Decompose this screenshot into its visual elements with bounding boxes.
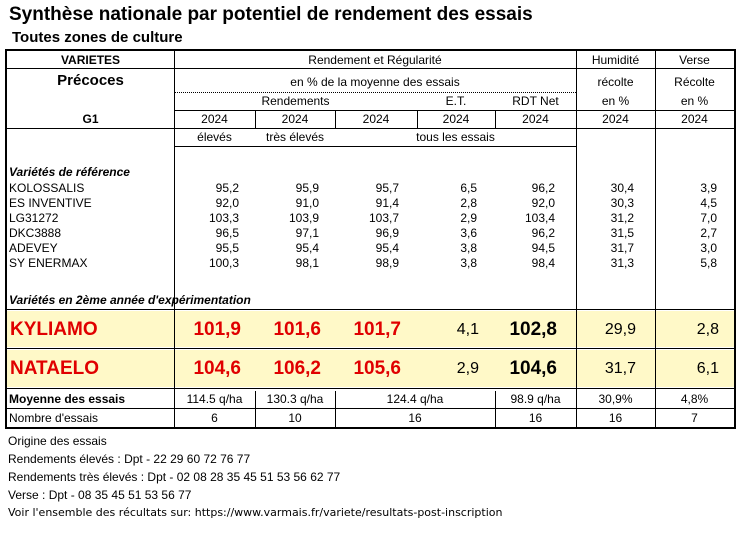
reference-row-cell: 96,2 [531, 181, 555, 195]
moyenne-verse: 4,8% [680, 392, 709, 406]
nombre-label: Nombre d'essais [9, 411, 98, 425]
header-verse: Verse [679, 53, 710, 67]
nombre-rdt-net: 16 [528, 411, 543, 425]
reference-row-cell: 2,8 [460, 196, 477, 210]
moyenne-tous: 124.4 q/ha [386, 392, 444, 406]
reference-row-cell: 92,0 [531, 196, 555, 210]
reference-row-cell: 96,5 [215, 226, 239, 240]
header-et: E.T. [445, 94, 467, 108]
highlight-row-cell: 2,8 [696, 321, 719, 338]
header-en-pct: en % [601, 94, 630, 108]
reference-row-cell: 95,7 [375, 181, 399, 195]
reference-row-cell: 103,9 [288, 211, 319, 225]
reference-row-cell: 31,5 [610, 226, 634, 240]
nombre-verse: 7 [691, 411, 698, 425]
row-divider [174, 110, 734, 111]
reference-row-name: LG31272 [9, 211, 59, 225]
reference-row-cell: 96,9 [375, 226, 399, 240]
reference-row-cell: 7,0 [700, 211, 717, 225]
highlight-row-cell: 101,7 [353, 319, 401, 340]
reference-row-cell: 6,5 [460, 181, 477, 195]
reference-row-name: ES INVENTIVE [9, 196, 92, 210]
header-g1: G1 [82, 112, 99, 126]
moyenne-label: Moyenne des essais [9, 392, 126, 406]
header-pct-moyenne: en % de la moyenne des essais [290, 75, 460, 89]
reference-row-cell: 98,1 [295, 256, 319, 270]
highlight-row-cell: 4,1 [456, 321, 479, 338]
reference-row-cell: 103,4 [524, 211, 555, 225]
reference-row-cell: 2,9 [460, 211, 477, 225]
header-humidite: Humidité [591, 53, 640, 67]
header-varietes: VARIETES [60, 53, 121, 67]
reference-row-cell: 30,3 [610, 196, 634, 210]
section-reference: Variétés de référence [9, 165, 130, 179]
reference-row-cell: 91,4 [375, 196, 399, 210]
reference-row-name: KOLOSSALIS [9, 181, 85, 195]
nombre-tres-eleves: 10 [288, 411, 302, 425]
reference-row-cell: 100,3 [208, 256, 239, 270]
moyenne-eleves: 114.5 q/ha [186, 392, 243, 406]
footer-origine: Origine des essais [8, 434, 107, 448]
footer-rendements-eleves: Rendements élevés : Dpt - 22 29 60 72 76 77 [8, 452, 251, 466]
header-year: 2024 [522, 112, 549, 126]
reference-row-cell: 95,2 [215, 181, 239, 195]
highlight-row-name: NATAELO [10, 358, 100, 379]
reference-row-cell: 95,5 [215, 241, 239, 255]
page-title: Synthèse nationale par potentiel de rendement des essais [9, 4, 533, 25]
highlight-row-cell: 31,7 [604, 360, 636, 377]
highlight-row-cell: 104,6 [193, 358, 241, 379]
header-year: 2024 [442, 112, 470, 126]
reference-row-cell: 3,6 [460, 226, 477, 240]
header-year: 2024 [362, 112, 390, 126]
highlight-row-cell: 104,6 [509, 358, 557, 379]
section-second-year: Variétés en 2ème année d'expérimentation [9, 293, 251, 307]
footer-verse: Verse : Dpt - 08 35 45 51 53 56 77 [8, 488, 192, 502]
highlight-row-cell: 6,1 [696, 360, 719, 377]
reference-row-cell: 103,3 [208, 211, 239, 225]
moyenne-tres-eleves: 130.3 q/ha [266, 392, 324, 406]
reference-row-cell: 3,8 [460, 256, 477, 270]
highlight-row-cell: 102,8 [509, 319, 557, 340]
reference-row-cell: 2,7 [700, 226, 717, 240]
reference-row-cell: 31,2 [610, 211, 634, 225]
row-divider [7, 388, 734, 389]
highlight-row-cell: 2,9 [456, 360, 479, 377]
reference-row-name: SY ENERMAX [9, 256, 88, 270]
header-rendements: Rendements [261, 94, 330, 108]
header-rendement-regularite: Rendement et Régularité [308, 53, 442, 67]
highlight-row-name: KYLIAMO [10, 319, 98, 340]
reference-row-cell: 31,3 [610, 256, 634, 270]
reference-row-cell: 103,7 [368, 211, 399, 225]
footer-rendements-tres-eleves: Rendements très élevés : Dpt - 02 08 28 35 45 51 53 56 62 77 [8, 470, 341, 484]
moyenne-humidite: 30,9% [598, 392, 633, 406]
page-subtitle: Toutes zones de culture [12, 29, 183, 46]
header-tous-essais: tous les essais [416, 130, 495, 144]
nombre-humidite: 16 [608, 411, 623, 425]
highlight-row-cell: 105,6 [353, 358, 401, 379]
row-divider-dotted [174, 92, 576, 93]
header-year: 2024 [281, 112, 309, 126]
header-year: 2024 [602, 112, 629, 126]
reference-row-cell: 95,4 [295, 241, 319, 255]
reference-row-cell: 95,9 [295, 181, 319, 195]
row-divider [7, 309, 734, 310]
reference-row-name: DKC3888 [9, 226, 62, 240]
reference-row-cell: 5,8 [700, 256, 717, 270]
reference-row-cell: 98,9 [375, 256, 399, 270]
header-precoces: Précoces [57, 72, 124, 89]
reference-row-cell: 3,9 [700, 181, 717, 195]
reference-row-cell: 3,8 [460, 241, 477, 255]
header-recolte-verse: Récolte [674, 75, 715, 89]
row-divider [7, 68, 734, 69]
reference-row-cell: 95,4 [375, 241, 399, 255]
reference-row-cell: 98,4 [531, 256, 555, 270]
reference-row-cell: 91,0 [295, 196, 319, 210]
reference-row-cell: 31,7 [610, 241, 634, 255]
highlight-row-cell: 106,2 [273, 358, 321, 379]
reference-row-cell: 30,4 [610, 181, 634, 195]
header-year: 2024 [681, 112, 708, 126]
reference-row-name: ADEVEY [9, 241, 58, 255]
reference-row-cell: 4,5 [700, 196, 717, 210]
nombre-tous: 16 [408, 411, 422, 425]
header-eleves: élevés [197, 130, 232, 144]
moyenne-rdt-net: 98.9 q/ha [510, 392, 561, 406]
highlight-row-cell: 101,9 [193, 319, 241, 340]
header-rdt-net: RDT Net [512, 94, 559, 108]
header-recolte: récolte [597, 75, 634, 89]
reference-row-cell: 3,0 [700, 241, 717, 255]
reference-row-cell: 94,5 [531, 241, 555, 255]
row-divider [174, 146, 576, 147]
header-en-pct-verse: en % [680, 94, 709, 108]
row-divider [7, 408, 734, 409]
highlight-row-cell: 101,6 [273, 319, 321, 340]
highlight-row-cell: 29,9 [604, 321, 636, 338]
reference-row-cell: 92,0 [215, 196, 239, 210]
header-tres-eleves: très élevés [265, 130, 325, 144]
header-year: 2024 [201, 112, 228, 126]
nombre-eleves: 6 [211, 411, 218, 425]
row-divider [7, 128, 734, 129]
reference-row-cell: 97,1 [295, 226, 319, 240]
row-divider [7, 348, 734, 349]
reference-row-cell: 96,2 [531, 226, 555, 240]
footer-link: Voir l'ensemble des récultats sur: https://www.varmais.fr/variete/resultats-post-inscription [8, 506, 503, 519]
results-table [5, 49, 736, 429]
